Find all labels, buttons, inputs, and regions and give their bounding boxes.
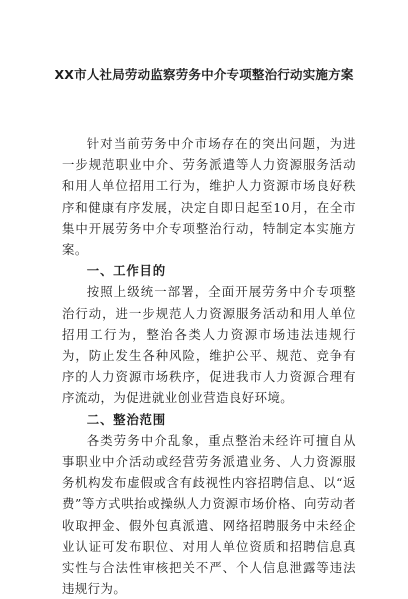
document-body (62, 133, 356, 599)
section-heading-work-purpose: 一、工作目的 (86, 263, 166, 279)
section-paragraph-scope: 各类劳务中介乱象，重点整治未经许可擅自从事职业中介活动或经营劳务派遣业务、人力资源服务机构发布虚假或含有歧视性内容招聘信息、以“返费”等方式哄抬或操纵人力资源市场价格、向劳动者收取押金、假外包真派遣、网络招聘服务中未经企业认证可发布职位、对用人单位资质和招聘信息真实性与合法性审核把关不严、个人信息泄露等违法违规行为。 (62, 432, 356, 597)
document-title: XX市人社局劳动监察劳务中介专项整治行动实施方案 (54, 67, 354, 82)
section-paragraph-work-purpose: 按照上级统一部署，全面开展劳务中介专项整治行动，进一步规范人力资源服务活动和用人单位招用工行为，整治各类人力资源市场违法违规行为，防止发生各种风险，维护公平、规范、竞争有序的人力资源市场秩序，促进我市人力资源合理有序流动，为促进就业创业营造良好环境。 (62, 284, 356, 406)
intro-paragraph: 针对当前劳务中介市场存在的突出问题，为进一步规范职业中介、劳务派遣等人力资源服务活动和用人单位招用工行为，维护人力资源市场良好秩序和健康有序发展，决定自即日起至10月，在全市集中开展劳务中介专项整治行动，特制定本实施方案。 (62, 136, 356, 258)
section-heading-scope: 二、整治范围 (86, 411, 166, 427)
